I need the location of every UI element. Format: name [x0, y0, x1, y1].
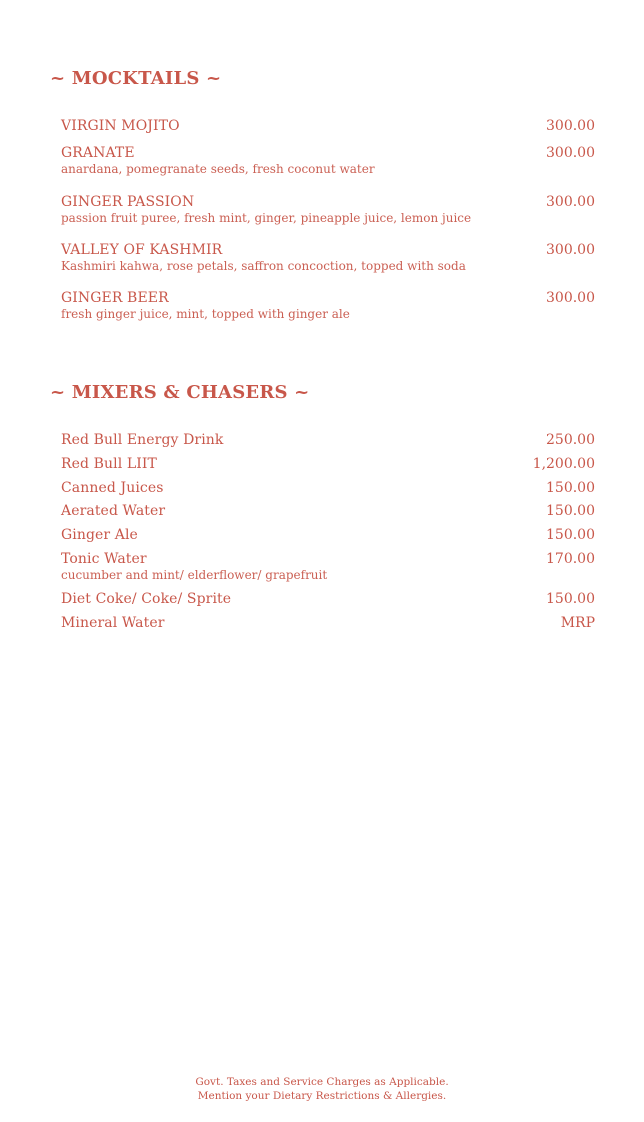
item-price: 250.00 — [546, 432, 595, 448]
menu-item — [61, 145, 595, 176]
item-name: Aerated Water — [61, 503, 166, 519]
item-price: 300.00 — [546, 242, 595, 258]
item-name: VALLEY OF KASHMIR — [61, 242, 223, 258]
menu-item — [61, 480, 595, 496]
menu-item — [61, 591, 595, 607]
footer-line-dietary: Mention your Dietary Restrictions & Allergies. — [197, 1090, 447, 1102]
item-description: Kashmiri kahwa, rose petals, saffron concoction, topped with soda — [61, 259, 466, 273]
item-price: 170.00 — [546, 551, 595, 567]
menu-item — [61, 551, 595, 582]
footer-notes — [0, 1075, 644, 1103]
item-description: fresh ginger juice, mint, topped with ginger ale — [61, 307, 350, 321]
item-name: GINGER BEER — [61, 290, 169, 306]
item-price: 150.00 — [546, 591, 595, 607]
item-name: Mineral Water — [61, 615, 165, 631]
item-description: cucumber and mint/ elderflower/ grapefruit — [61, 568, 328, 582]
item-price: 300.00 — [546, 118, 595, 134]
mixers-section-title: ~ MIXERS & CHASERS ~ — [50, 382, 310, 403]
item-description: anardana, pomegranate seeds, fresh coconut water — [61, 162, 375, 176]
mocktails-section-title: ~ MOCKTAILS ~ — [50, 68, 222, 89]
item-price: 300.00 — [546, 194, 595, 210]
item-price: 300.00 — [546, 290, 595, 306]
item-name: Tonic Water — [61, 551, 147, 567]
menu-item — [61, 615, 595, 631]
item-name: VIRGIN MOJITO — [61, 118, 180, 134]
item-name: Red Bull LIIT — [61, 456, 157, 472]
item-price: 300.00 — [546, 145, 595, 161]
menu-item — [61, 503, 595, 519]
menu-item — [61, 118, 595, 134]
item-price: 1,200.00 — [532, 456, 595, 472]
item-name: GINGER PASSION — [61, 194, 195, 210]
item-name: Diet Coke/ Coke/ Sprite — [61, 591, 232, 607]
menu-item — [61, 432, 595, 448]
item-price: 150.00 — [546, 527, 595, 543]
item-name: Ginger Ale — [61, 527, 138, 543]
item-name: Canned Juices — [61, 480, 164, 496]
item-price: 150.00 — [546, 480, 595, 496]
item-name: GRANATE — [61, 145, 135, 161]
item-description: passion fruit puree, fresh mint, ginger, pineapple juice, lemon juice — [61, 211, 472, 225]
menu-item — [61, 290, 595, 321]
item-price: 150.00 — [546, 503, 595, 519]
menu-item — [61, 194, 595, 225]
item-name: Red Bull Energy Drink — [61, 432, 224, 448]
menu-item — [61, 456, 595, 472]
menu-item — [61, 527, 595, 543]
item-price: MRP — [560, 615, 595, 631]
menu-item — [61, 242, 595, 273]
footer-line-taxes: Govt. Taxes and Service Charges as Applicable. — [195, 1076, 449, 1088]
